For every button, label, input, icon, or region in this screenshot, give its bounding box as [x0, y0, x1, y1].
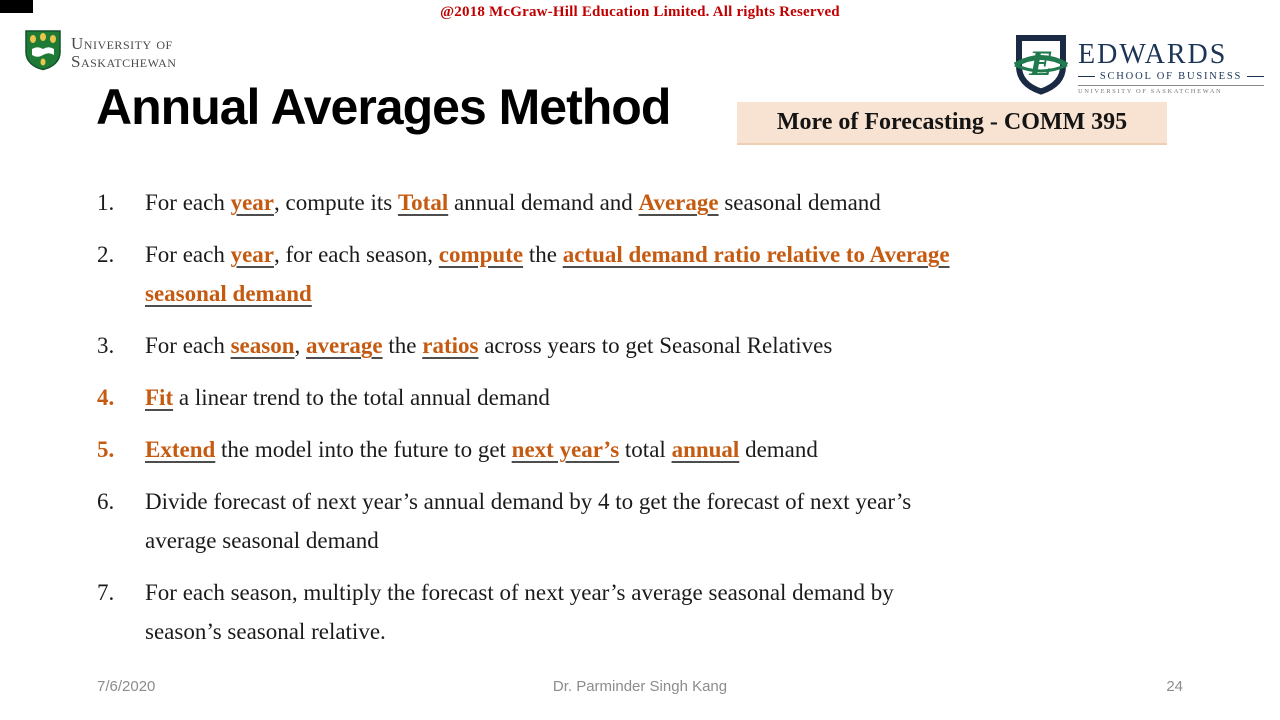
list-item — [97, 378, 1172, 417]
body-text: , compute its — [274, 190, 398, 215]
list-item-text — [145, 482, 1172, 560]
list-item-number: 5. — [97, 437, 115, 462]
list-item-number: 3. — [97, 333, 115, 358]
list-item — [97, 573, 1172, 651]
emphasized-text: annual — [671, 437, 740, 462]
emphasized-text: Total — [397, 190, 449, 215]
course-badge: More of Forecasting - COMM 395 — [737, 102, 1167, 145]
list-item — [97, 482, 1172, 560]
body-text: the model into the future to get — [215, 437, 512, 462]
emphasized-text: compute — [438, 242, 524, 267]
body-text: demand — [739, 437, 818, 462]
list-item-number: 6. — [97, 489, 115, 514]
body-text: For each — [145, 190, 231, 215]
footer-date: 7/6/2020 — [97, 678, 156, 695]
copyright-notice: @2018 McGraw-Hill Education Limited. All rights Reserved — [440, 4, 840, 20]
uofs-shield-icon — [24, 29, 62, 76]
body-text: across years to get Seasonal Relatives — [478, 333, 833, 358]
uofs-wordmark-line2: Saskatchewan — [71, 51, 177, 71]
rule-left — [1078, 76, 1095, 77]
edwards-subtitle-text: SCHOOL OF BUSINESS — [1099, 70, 1243, 82]
list-item-text — [145, 235, 1172, 313]
body-text: For each — [145, 333, 231, 358]
list-item-number: 4. — [97, 385, 115, 410]
edwards-subtitle — [1078, 71, 1264, 82]
emphasized-text: year — [230, 190, 274, 215]
edwards-name: EDWARDS — [1078, 38, 1228, 70]
body-text: , — [294, 333, 306, 358]
body-text: For each season, multiply the forecast of next year’s average seasonal demand by — [145, 580, 894, 605]
list-item — [97, 430, 1172, 469]
list-item-text — [145, 326, 1172, 365]
uofs-wordmark-line1: University of — [71, 33, 173, 53]
svg-text:E: E — [1028, 43, 1054, 83]
list-item — [97, 326, 1172, 365]
list-item-text — [145, 378, 1172, 417]
page-title: Annual Averages Method — [96, 79, 671, 135]
body-text: a linear trend to the total annual demand — [173, 385, 550, 410]
list-item-text — [145, 430, 1172, 469]
emphasized-text: Extend — [145, 437, 216, 462]
body-text: the — [382, 333, 423, 358]
emphasized-text: Fit — [145, 385, 174, 410]
emphasized-text: average — [305, 333, 383, 358]
edwards-shield-icon — [1014, 34, 1068, 101]
emphasized-text: year — [230, 242, 274, 267]
body-text: average seasonal demand — [145, 528, 379, 553]
body-text: total — [619, 437, 672, 462]
emphasized-text: ratios — [422, 333, 479, 358]
uofs-wordmark — [71, 35, 176, 71]
list-item — [97, 183, 1172, 222]
list-item-number: 7. — [97, 580, 115, 605]
footer-author: Dr. Parminder Singh Kang — [552, 678, 728, 695]
emphasized-text: next year’s — [511, 437, 620, 462]
list-item-text — [145, 183, 1172, 222]
list-item-text — [145, 573, 1172, 651]
body-text: , for each season, — [274, 242, 439, 267]
list-item — [97, 235, 1172, 313]
body-text: seasonal demand — [718, 190, 881, 215]
body-text: Divide forecast of next year’s annual demand by 4 to get the forecast of next year’s — [145, 489, 912, 514]
edwards-tagline: UNIVERSITY OF SASKATCHEWAN — [1078, 85, 1264, 95]
body-text: For each — [145, 242, 231, 267]
numbered-list — [97, 183, 1172, 664]
body-text: season’s seasonal relative. — [145, 619, 386, 644]
emphasized-text: season — [230, 333, 295, 358]
body-text: annual demand and — [448, 190, 639, 215]
rule-right — [1247, 76, 1264, 77]
emphasized-text: seasonal demand — [145, 281, 312, 306]
list-item-number: 2. — [97, 242, 115, 267]
edwards-wordmark — [1078, 38, 1264, 95]
slide-number: 24 — [1166, 678, 1183, 695]
list-item-number: 1. — [97, 190, 115, 215]
body-text: the — [523, 242, 563, 267]
emphasized-text: actual demand ratio relative to Average — [562, 242, 950, 267]
edwards-logo — [1014, 34, 1264, 101]
uofs-logo — [24, 29, 176, 76]
emphasized-text: Average — [638, 190, 719, 215]
